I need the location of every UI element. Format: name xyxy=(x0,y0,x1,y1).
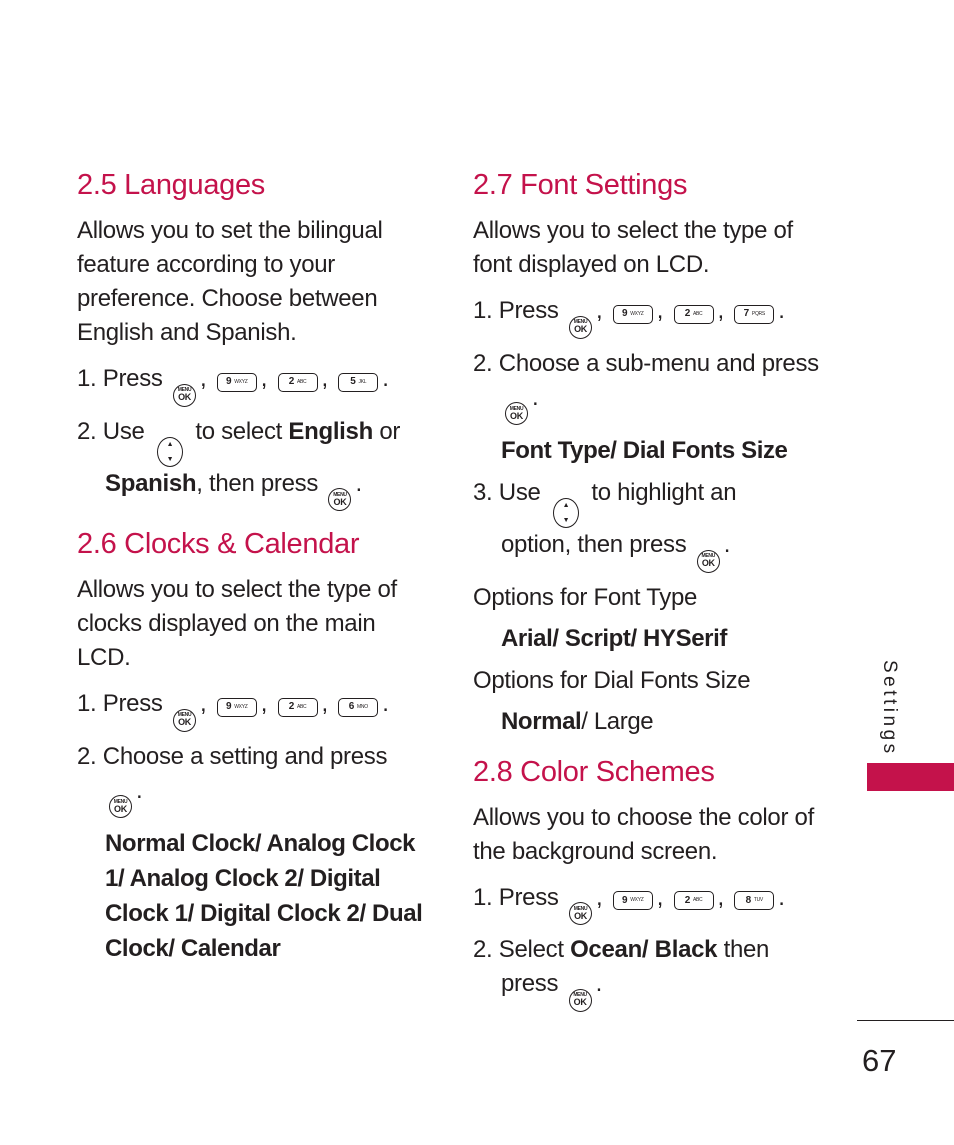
menu-ok-key-icon: MENU OK xyxy=(569,902,592,925)
key-9-icon: 9 WXYZ xyxy=(613,891,653,910)
key-2-icon: 2 ABC xyxy=(674,305,714,324)
font-settings-description: Allows you to select the type of font displayed on LCD. xyxy=(473,217,793,278)
section-title-clocks: 2.6 Clocks & Calendar xyxy=(77,528,360,560)
key-9-icon: 9 WXYZ xyxy=(613,305,653,324)
menu-ok-key-icon: MENU OK xyxy=(505,402,528,425)
section-title-languages: 2.5 Languages xyxy=(77,169,265,201)
key-9-icon: 9 WXYZ xyxy=(217,373,257,392)
page-number: 67 xyxy=(862,1043,897,1078)
font-type-label: Options for Font Type xyxy=(473,583,698,611)
key-8-icon: 8 TUV xyxy=(734,891,774,910)
clocks-options: Normal Clock/ Analog Clock 1/ Analog Clock 2/ Digital Clock 1/ Digital Clock 2/ Dual Clock/ Calendar xyxy=(105,830,423,962)
font-settings-step-3: 3. Use ▲ ▼ to highlight an option, then press MENU OK . xyxy=(473,476,833,573)
menu-ok-key-icon: MENU OK xyxy=(173,709,196,732)
left-column xyxy=(77,160,427,974)
section-title-color-schemes: 2.8 Color Schemes xyxy=(473,755,715,788)
color-schemes-description: Allows you to choose the color of the background screen. xyxy=(473,803,814,865)
nav-key-icon: ▲ ▼ xyxy=(553,498,579,528)
footer-rule xyxy=(857,1020,954,1021)
menu-ok-key-icon: MENU OK xyxy=(569,989,592,1012)
clocks-step-1: 1. Press MENU OK , 9 WXYZ , 2 ABC , 6 MNO . xyxy=(77,687,427,732)
key-2-icon: 2 ABC xyxy=(674,891,714,910)
key-6-icon: 6 MNO xyxy=(338,698,378,717)
menu-ok-key-icon: MENU OK xyxy=(569,316,592,339)
clocks-step-2: 2. Choose a setting and press MENU OK . xyxy=(77,740,427,819)
languages-step-2: 2. Use ▲ ▼ to select English or Spanish, then press MENU OK . xyxy=(77,415,427,512)
key-5-icon: 5 JKL xyxy=(338,373,378,392)
key-2-icon: 2 ABC xyxy=(278,373,318,392)
color-schemes-step-1: 1. Press MENU OK , 9 WXYZ , 2 ABC , 8 TUV . xyxy=(473,881,833,926)
right-column xyxy=(473,160,833,1020)
color-schemes-step-2: 2. Select Ocean/ Black then press MENU OK . xyxy=(473,933,833,1012)
key-9-icon: 9 WXYZ xyxy=(217,698,257,717)
nav-key-icon: ▲ ▼ xyxy=(157,437,183,467)
side-tab-label: Settings xyxy=(879,660,900,757)
dial-size-options: Normal/ Large xyxy=(501,707,654,735)
menu-ok-key-icon: MENU OK xyxy=(328,488,351,511)
menu-ok-key-icon: MENU OK xyxy=(109,795,132,818)
dial-size-label: Options for Dial Fonts Size xyxy=(473,666,751,694)
section-title-font-settings: 2.7 Font Settings xyxy=(473,169,688,201)
key-7-icon: 7 PQRS xyxy=(734,305,774,324)
font-type-options: Arial/ Script/ HYSerif xyxy=(501,624,727,652)
languages-description: Allows you to set the bilingual feature according to your preference. Choose between English and Spanish. xyxy=(77,217,383,346)
menu-ok-key-icon: MENU OK xyxy=(173,384,196,407)
font-settings-step-2: 2. Choose a sub-menu and press MENU OK . xyxy=(473,347,833,426)
menu-ok-key-icon: MENU OK xyxy=(697,550,720,573)
side-tab-bar xyxy=(867,763,954,791)
font-submenu-options: Font Type/ Dial Fonts Size xyxy=(501,437,788,464)
key-2-icon: 2 ABC xyxy=(278,698,318,717)
clocks-description: Allows you to select the type of clocks displayed on the main LCD. xyxy=(77,576,397,671)
languages-step-1: 1. Press MENU OK , 9 WXYZ , 2 ABC , 5 JKL . xyxy=(77,362,427,407)
font-settings-step-1: 1. Press MENU OK , 9 WXYZ , 2 ABC , 7 PQRS . xyxy=(473,294,833,339)
